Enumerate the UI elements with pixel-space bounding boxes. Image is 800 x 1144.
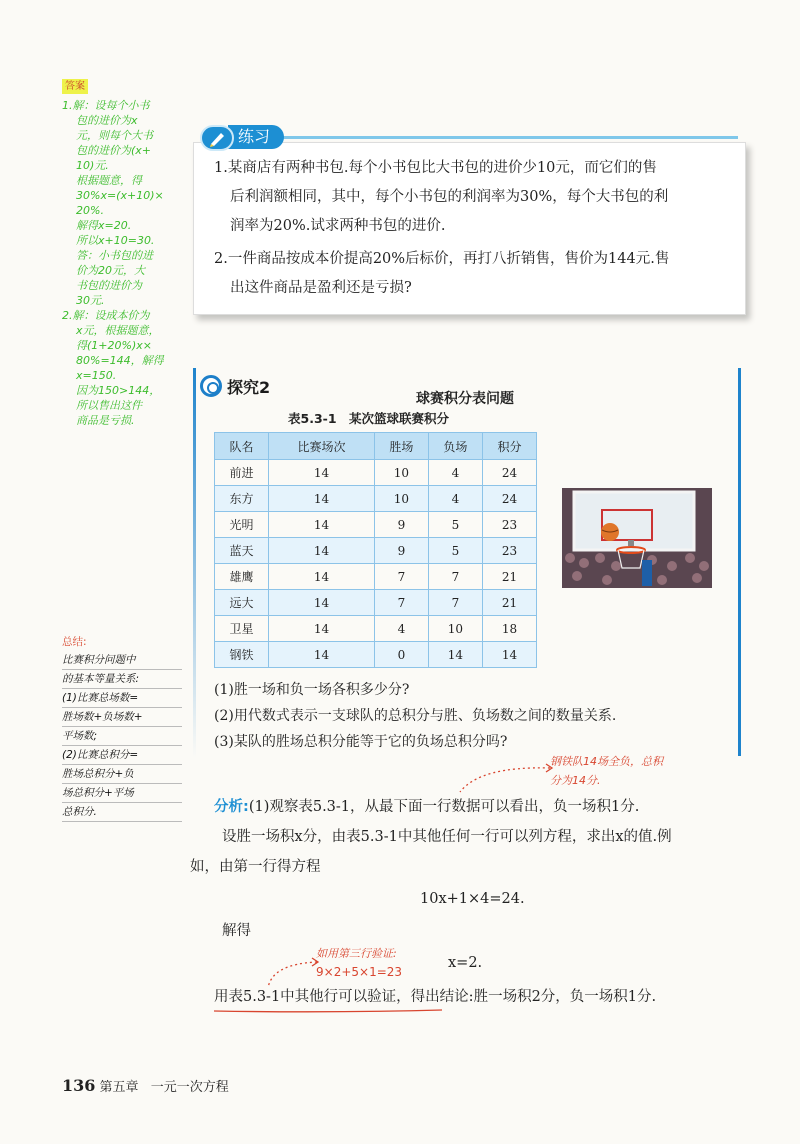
table-header-cell: 队名 (215, 433, 269, 460)
answer-note-line: 根据题意，得 (76, 174, 142, 187)
verify-note-line2: 9×2+5×1=23 (316, 965, 403, 979)
table-row (215, 590, 537, 616)
question-3: (3)某队的胜场总积分能等于它的负场总积分吗? (214, 734, 508, 750)
table-cell: 0 (374, 642, 428, 668)
table-cell: 14 (269, 642, 375, 668)
answer-note-line: 得(1+20%)x× (76, 339, 152, 352)
basketball-photo (562, 488, 712, 588)
practice-q1-line3: 润率为20%.试求两种书包的进价. (230, 218, 446, 234)
summary-note-line: 胜场数+负场数+ (62, 708, 182, 727)
table-cell: 7 (374, 590, 428, 616)
verify-note (316, 944, 402, 982)
explore-left-bar (193, 368, 196, 758)
table-cell: 4 (428, 460, 482, 486)
answer-note-line: 解得x=20. (76, 219, 132, 232)
summary-note-line: 胜场总积分+负 (62, 765, 182, 784)
pencil-icon (200, 125, 234, 151)
summary-tag: 总结: (62, 636, 87, 648)
summary-note-line: 比赛积分问题中 (62, 651, 182, 670)
summary-notes (62, 633, 182, 822)
practice-q1-line1: 1.某商店有两种书包.每个小书包比大书包的进价少10元，而它们的售 (214, 160, 657, 176)
steel-note-line1: 钢铁队14场全负，总积 (550, 755, 663, 768)
answer-tag: 答案 (62, 79, 88, 94)
table-caption: 表5.3-1 某次篮球联赛积分 (288, 411, 450, 426)
summary-note-line: 的基本等量关系: (62, 670, 182, 689)
table-cell: 14 (482, 642, 536, 668)
question-2: (2)用代数式表示一支球队的总积分与胜、负场数之间的数量关系. (214, 708, 617, 724)
table-body (215, 460, 537, 668)
practice-header (200, 125, 740, 151)
table-cell: 10 (374, 486, 428, 512)
summary-note-line: (2)比赛总积分= (62, 746, 182, 765)
table-cell: 东方 (215, 486, 269, 512)
table-row (215, 564, 537, 590)
table-cell: 远大 (215, 590, 269, 616)
table-row (215, 486, 537, 512)
table-cell: 5 (428, 538, 482, 564)
table-cell: 24 (482, 460, 536, 486)
table-cell: 14 (269, 590, 375, 616)
answer-note-line: 所以x+10=30. (76, 234, 155, 247)
table-cell: 7 (428, 564, 482, 590)
table-cell: 23 (482, 512, 536, 538)
practice-q2-line1: 2.一件商品按成本价提高20%后标价，再打八折销售，售价为144元.售 (214, 251, 670, 267)
answer-note-line: x元，根据题意， (76, 324, 160, 337)
table-cell: 5 (428, 512, 482, 538)
answer-notes (62, 78, 180, 428)
answer-note-line: 价为20元，大 (76, 264, 145, 277)
table-row (215, 512, 537, 538)
summary-lines (62, 651, 182, 822)
table-header-row (215, 433, 537, 460)
answer-note-line: 80%=144，解得 (76, 354, 164, 367)
verify-note-line1: 如用第三行验证: (316, 947, 397, 960)
solve-label: 解得 (222, 923, 251, 939)
answer-note-line: 2.解：设成本价为 (62, 309, 150, 322)
target-icon (200, 375, 222, 397)
table-cell: 10 (428, 616, 482, 642)
steel-note-line2: 分为14分. (550, 774, 601, 787)
answer-note-line: 30元. (76, 294, 105, 307)
page-number: 136 (62, 1076, 96, 1095)
conclusion: 用表5.3-1中其他行可以验证，得出结论:胜一场积2分，负一场积1分. (214, 989, 657, 1005)
table-row (215, 538, 537, 564)
answer-note-line: 所以售出这件 (76, 399, 142, 412)
table-header-cell: 负场 (428, 433, 482, 460)
practice-title: 练习 (228, 125, 284, 149)
table-row (215, 460, 537, 486)
table-cell: 18 (482, 616, 536, 642)
analysis-line2: 设胜一场积x分，由表5.3-1中其他任何一行可以列方程，求出x的值.例 (222, 829, 672, 845)
table-cell: 14 (269, 486, 375, 512)
table-cell: 前进 (215, 460, 269, 486)
answer-note-line: 10)元. (76, 159, 109, 172)
answer-note-line: 包的进价为(x+ (76, 144, 152, 157)
answer-note-line: 因为150>144， (76, 384, 161, 397)
summary-note-line: (1)比赛总场数= (62, 689, 182, 708)
answer-note-line: 20%. (76, 204, 104, 217)
answer-note-line: 1.解：设每个小书 (62, 99, 150, 112)
table-cell: 4 (374, 616, 428, 642)
result: x=2. (448, 955, 483, 971)
practice-header-bar (248, 136, 738, 139)
summary-note-line: 总积分. (62, 803, 182, 822)
table-cell: 10 (374, 460, 428, 486)
practice-q1-line2: 后利润额相同，其中，每个小书包的利润率为30%，每个大书包的利 (230, 189, 669, 205)
steel-note (550, 752, 663, 790)
analysis-line1 (214, 796, 639, 818)
answer-note-line: 元，则每个大书 (76, 129, 153, 142)
table-cell: 14 (428, 642, 482, 668)
answer-lines (62, 98, 180, 428)
table-cell: 21 (482, 564, 536, 590)
table-cell: 7 (428, 590, 482, 616)
answer-note-line: 商品是亏损. (76, 414, 135, 427)
table-cell: 24 (482, 486, 536, 512)
problem-title: 球赛积分表问题 (416, 391, 514, 407)
table-row (215, 642, 537, 668)
analysis-line1-text: (1)观察表5.3-1，从最下面一行数据可以看出，负一场积1分. (248, 799, 640, 815)
summary-note-line: 场总积分+平场 (62, 784, 182, 803)
table-cell: 9 (374, 512, 428, 538)
answer-note-line: 书包的进价为 (76, 279, 142, 292)
answer-note-line: 包的进价为x (76, 114, 138, 127)
dotted-arrow-icon (440, 760, 555, 800)
analysis-label: 分析: (214, 799, 249, 815)
table-cell: 光明 (215, 512, 269, 538)
table-cell: 蓝天 (215, 538, 269, 564)
table-cell: 14 (269, 538, 375, 564)
question-1: (1)胜一场和负一场各积多少分? (214, 682, 410, 698)
answer-note-line: x=150. (76, 369, 117, 382)
table-header-cell: 积分 (482, 433, 536, 460)
table-cell: 4 (428, 486, 482, 512)
table-row (215, 616, 537, 642)
answer-note-line: 30%x=(x+10)× (76, 189, 164, 202)
table-cell: 14 (269, 512, 375, 538)
equation: 10x+1×4=24. (420, 891, 525, 907)
answer-note-line: 答：小书包的进 (76, 249, 153, 262)
practice-q2-line2: 出这件商品是盈利还是亏损? (230, 280, 412, 296)
table-cell: 7 (374, 564, 428, 590)
table-cell: 卫星 (215, 616, 269, 642)
summary-note-line: 平场数; (62, 727, 182, 746)
score-table (214, 432, 537, 668)
table-cell: 23 (482, 538, 536, 564)
table-header-cell: 胜场 (374, 433, 428, 460)
table-cell: 9 (374, 538, 428, 564)
page-footer (62, 1076, 229, 1095)
table-cell: 14 (269, 460, 375, 486)
red-underline (214, 1008, 444, 1014)
table-cell: 雄鹰 (215, 564, 269, 590)
table-cell: 21 (482, 590, 536, 616)
chapter-number: 第五章 (99, 1080, 139, 1095)
table-header-cell: 比赛场次 (269, 433, 375, 460)
chapter-title: 一元一次方程 (150, 1080, 229, 1095)
analysis-line3: 如，由第一行得方程 (190, 859, 321, 875)
explore-title: 探究2 (227, 378, 271, 397)
table-cell: 钢铁 (215, 642, 269, 668)
table-cell: 14 (269, 564, 375, 590)
explore-right-bar (738, 368, 741, 756)
table-cell: 14 (269, 616, 375, 642)
